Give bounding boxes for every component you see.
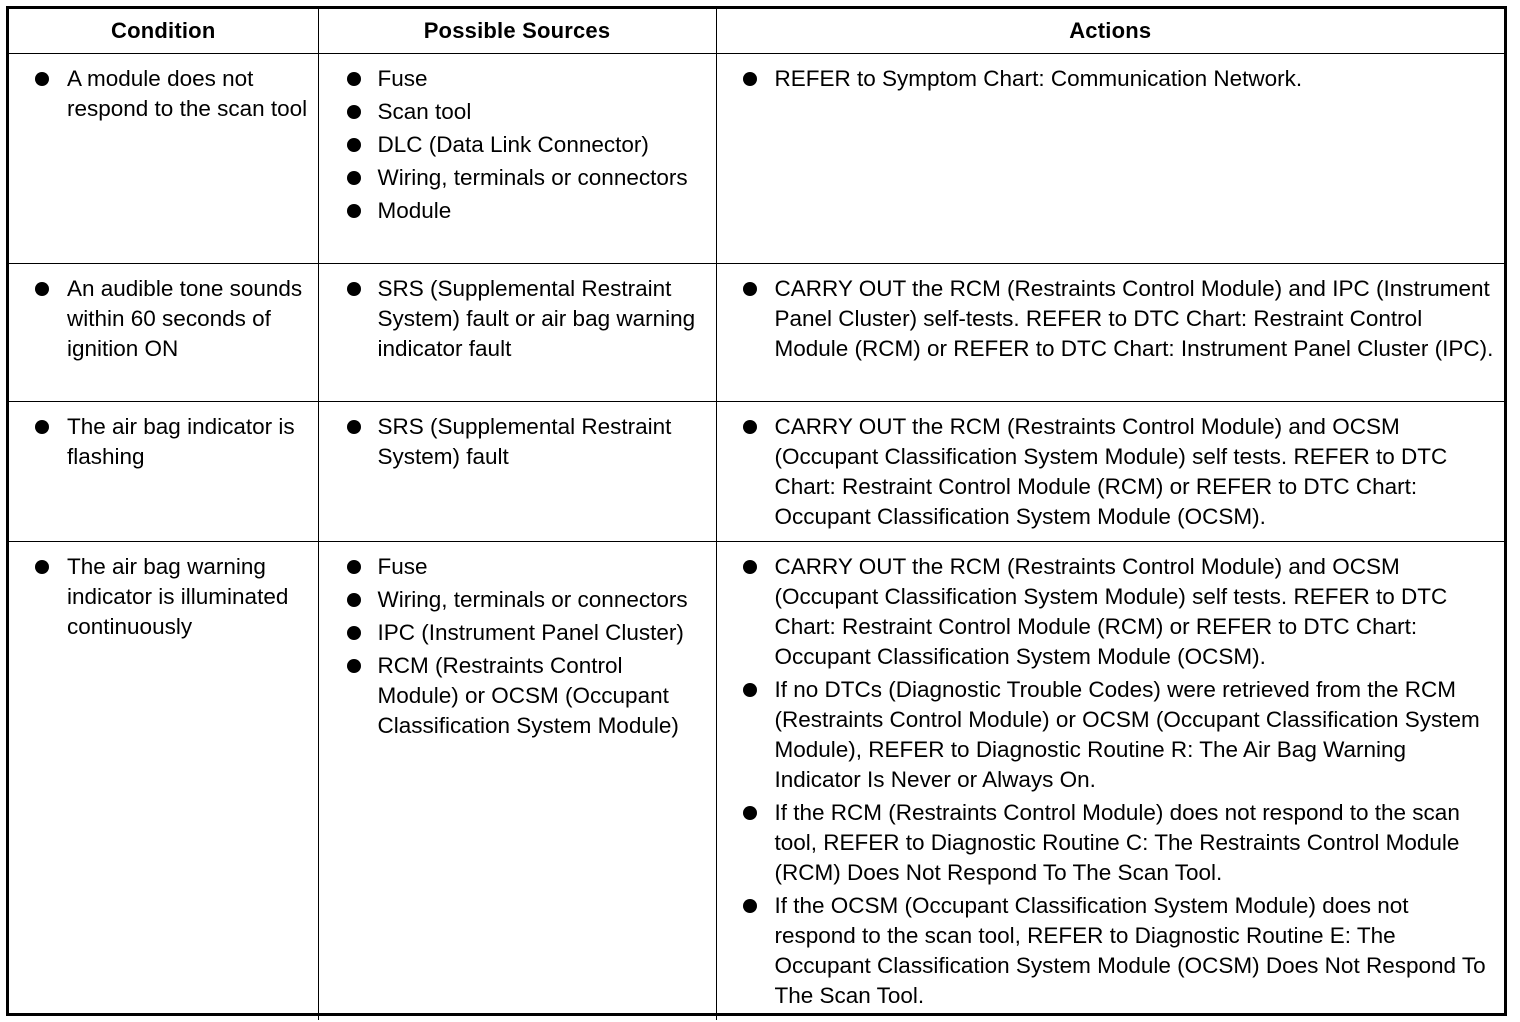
action-item: If no DTCs (Diagnostic Trouble Codes) were retrieved from the RCM (Restraints Control Module) or OCSM (Occupant Classification System Module), REFER to Diagnostic Routine R: The Air Bag Warning Indicator Is Never or Always On.	[717, 675, 1505, 795]
actions-cell	[716, 264, 1504, 402]
source-item: Wiring, terminals or connectors	[319, 163, 716, 193]
actions-cell	[716, 542, 1504, 1021]
condition-item: An audible tone sounds within 60 seconds of ignition ON	[9, 274, 318, 364]
condition-cell	[9, 264, 318, 402]
symptom-chart	[6, 6, 1507, 1016]
condition-cell	[9, 402, 318, 542]
actions-cell	[716, 402, 1504, 542]
table-row	[9, 54, 1504, 264]
source-item: Scan tool	[319, 97, 716, 127]
condition-item: The air bag indicator is flashing	[9, 412, 318, 472]
actions-cell	[716, 54, 1504, 264]
sources-cell	[318, 402, 716, 542]
condition-cell	[9, 542, 318, 1021]
source-item: Module	[319, 196, 716, 226]
source-item: Wiring, terminals or connectors	[319, 585, 716, 615]
symptom-table	[9, 9, 1504, 1020]
source-item: Fuse	[319, 64, 716, 94]
source-item: IPC (Instrument Panel Cluster)	[319, 618, 716, 648]
action-item: REFER to Symptom Chart: Communication Network.	[717, 64, 1505, 94]
source-item: Fuse	[319, 552, 716, 582]
condition-item: The air bag warning indicator is illuminated continuously	[9, 552, 318, 642]
table-row	[9, 264, 1504, 402]
header-condition: Condition	[9, 9, 318, 54]
source-item: SRS (Supplemental Restraint System) fault	[319, 412, 716, 472]
sources-cell	[318, 54, 716, 264]
table-row	[9, 542, 1504, 1021]
action-item: CARRY OUT the RCM (Restraints Control Module) and OCSM (Occupant Classification System Module) self tests. REFER to DTC Chart: Restraint Control Module (RCM) or REFER to DTC Chart: Occupant Classification System Module (OCSM).	[717, 552, 1505, 672]
header-possible-sources: Possible Sources	[318, 9, 716, 54]
condition-item: A module does not respond to the scan tool	[9, 64, 318, 124]
source-item: RCM (Restraints Control Module) or OCSM (Occupant Classification System Module)	[319, 651, 716, 741]
action-item: If the RCM (Restraints Control Module) does not respond to the scan tool, REFER to Diagnostic Routine C: The Restraints Control Module (RCM) Does Not Respond To The Scan Tool.	[717, 798, 1505, 888]
source-item: SRS (Supplemental Restraint System) fault or air bag warning indicator fault	[319, 274, 716, 364]
table-row	[9, 402, 1504, 542]
action-item: If the OCSM (Occupant Classification System Module) does not respond to the scan tool, REFER to Diagnostic Routine E: The Occupant Classification System Module (OCSM) Does Not Respond To The Scan Tool.	[717, 891, 1505, 1011]
action-item: CARRY OUT the RCM (Restraints Control Module) and IPC (Instrument Panel Cluster) self-tests. REFER to DTC Chart: Restraint Control Module (RCM) or REFER to DTC Chart: Instrument Panel Cluster (IPC).	[717, 274, 1505, 364]
source-item: DLC (Data Link Connector)	[319, 130, 716, 160]
header-actions: Actions	[716, 9, 1504, 54]
sources-cell	[318, 264, 716, 402]
sources-cell	[318, 542, 716, 1021]
header-row	[9, 9, 1504, 54]
condition-cell	[9, 54, 318, 264]
action-item: CARRY OUT the RCM (Restraints Control Module) and OCSM (Occupant Classification System Module) self tests. REFER to DTC Chart: Restraint Control Module (RCM) or REFER to DTC Chart: Occupant Classification System Module (OCSM).	[717, 412, 1505, 532]
